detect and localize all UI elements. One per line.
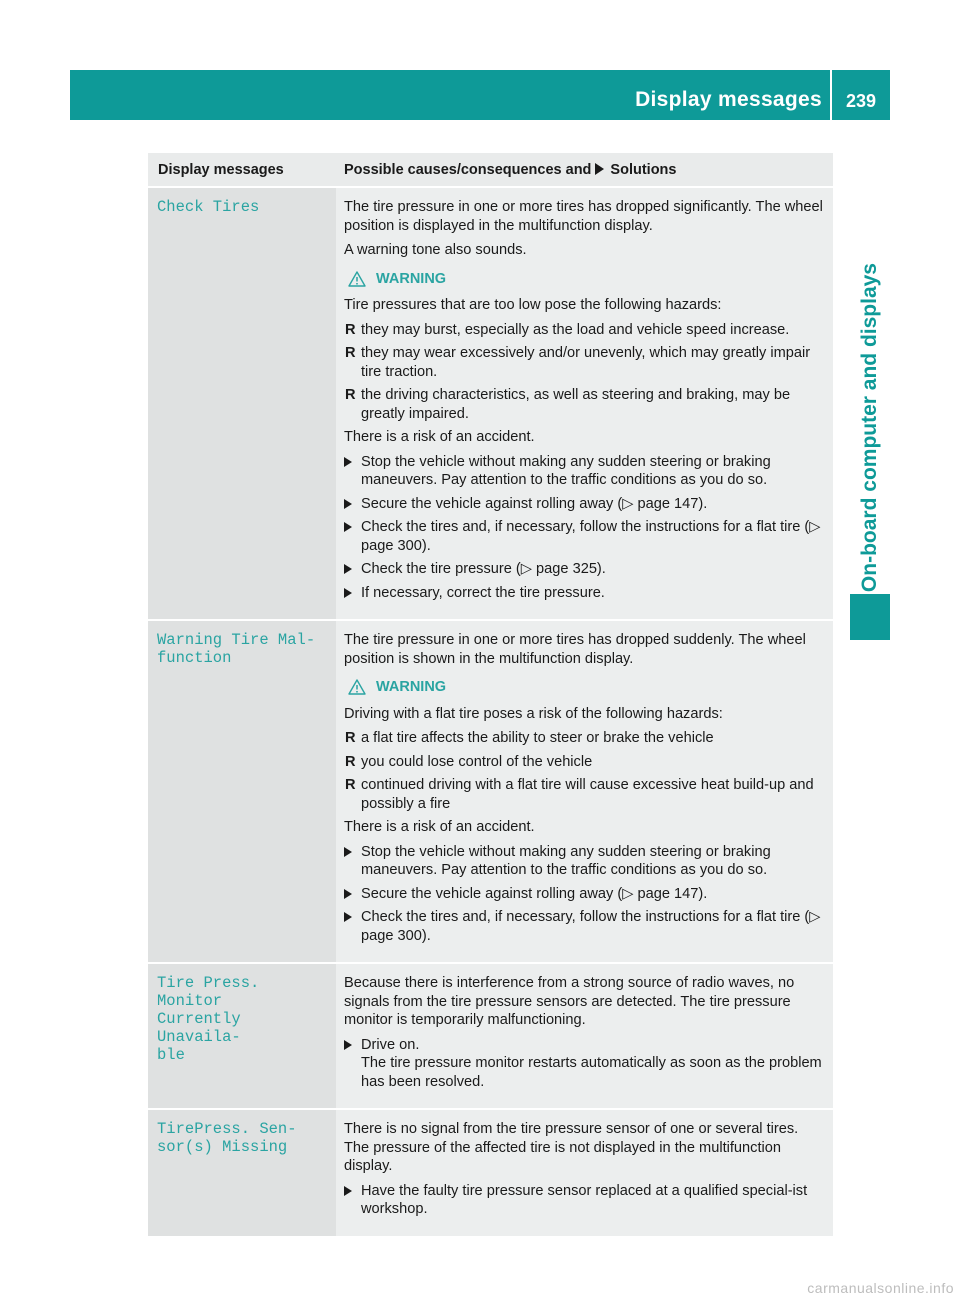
- step-arrow-icon: [344, 453, 361, 490]
- warning-heading: [348, 270, 827, 289]
- table-row: [148, 186, 833, 619]
- solution-step: [344, 885, 827, 904]
- cause-paragraph: A warning tone also sounds.: [344, 242, 527, 258]
- display-message-line: function: [157, 649, 232, 667]
- step-arrow-icon: [344, 843, 361, 880]
- column-header-causes-prefix: Possible causes/consequences and: [344, 162, 592, 178]
- display-message-line: Tire Press. Monitor: [157, 974, 260, 1010]
- solution-step: [344, 1182, 827, 1219]
- warning-label: WARNING: [376, 270, 447, 287]
- table-header: [148, 153, 833, 186]
- cause-paragraph: The tire pressure in one or more tires has dropped suddenly. The wheel position is shown in the multifunction display.: [344, 632, 806, 667]
- header-bar: [70, 70, 890, 120]
- bullet-mark: R: [345, 345, 356, 361]
- hazard-text: a flat tire affects the ability to steer or brake the vehicle: [361, 730, 714, 746]
- warning-triangle-icon: [348, 679, 366, 695]
- solution-text: Drive on. The tire pressure monitor restarts automatically as soon as the problem has been resolved.: [361, 1036, 822, 1090]
- page-number: 239: [845, 91, 877, 111]
- step-triangle: [344, 889, 352, 899]
- risk-statement: There is a risk of an accident.: [344, 429, 535, 445]
- bullet-mark: R: [345, 753, 356, 770]
- causes-cell: [336, 621, 833, 962]
- side-tab-label: On-board computer and displays: [858, 262, 881, 592]
- causes-cell: [336, 188, 833, 619]
- step-arrow-icon: [344, 885, 361, 904]
- step-triangle: [344, 499, 352, 509]
- solution-text: Stop the vehicle without making any sudden steering or braking maneuvers. Pay attention to the traffic conditions as you do so.: [361, 843, 771, 878]
- solution-step: [344, 518, 827, 555]
- side-tab-marker: [850, 594, 890, 640]
- step-triangle: [344, 522, 352, 532]
- solution-text: If necessary, correct the tire pressure.: [361, 584, 605, 601]
- table-body: [148, 186, 833, 1236]
- bullet-mark: R: [345, 777, 356, 793]
- hazard-intro: Tire pressures that are too low pose the following hazards:: [344, 297, 722, 313]
- hazard-bullet: [344, 753, 827, 772]
- bullet-mark: R: [345, 387, 356, 403]
- solution-step: [344, 560, 827, 579]
- hazard-bullet: [344, 776, 827, 813]
- display-message-line: Currently Unavaila‑: [157, 1010, 241, 1046]
- column-header-causes-suffix: Solutions: [610, 162, 677, 178]
- solution-step: [344, 1036, 827, 1092]
- step-triangle: [344, 912, 352, 922]
- step-arrow-icon: [344, 1036, 361, 1092]
- section-title: Display messages: [635, 88, 822, 111]
- step-arrow-icon: [344, 495, 361, 514]
- hazard-bullet: [344, 386, 827, 423]
- warning-heading: [348, 678, 827, 697]
- solution-step: [344, 453, 827, 490]
- solution-text: Have the faulty tire pressure sensor replaced at a qualified special-ist workshop.: [361, 1182, 808, 1217]
- risk-statement: There is a risk of an accident.: [344, 819, 535, 835]
- watermark: carmanualsonline.info: [807, 1280, 954, 1296]
- display-message-cell: [148, 964, 336, 1108]
- solution-text: Secure the vehicle against rolling away (▷ page 147).: [361, 495, 708, 512]
- step-arrow-icon: [344, 1182, 361, 1219]
- display-message-line: ble: [157, 1046, 185, 1064]
- step-arrow-icon: [344, 560, 361, 579]
- solution-arrow-icon: [595, 163, 604, 175]
- hazard-text: the driving characteristics, as well as steering and braking, may be greatly impaired.: [361, 387, 791, 422]
- display-messages-table: [148, 153, 833, 1236]
- column-header-causes: [318, 153, 833, 186]
- causes-cell: [336, 1110, 833, 1236]
- solution-step: [344, 843, 827, 880]
- side-tab: [850, 122, 890, 592]
- display-message-line: Warning Tire Mal‑: [157, 631, 316, 649]
- solution-text: Check the tires and, if necessary, follow the instructions for a flat tire (▷ page 300).: [361, 519, 821, 554]
- step-triangle: [344, 847, 352, 857]
- solution-text: Secure the vehicle against rolling away (▷ page 147).: [361, 885, 708, 902]
- display-message-cell: [148, 621, 336, 962]
- warning-label: WARNING: [376, 679, 447, 695]
- solution-step: [344, 495, 827, 514]
- cause-paragraph: The tire pressure in one or more tires has dropped significantly. The wheel position is displayed in the multifunction display.: [344, 199, 823, 234]
- step-triangle: [344, 564, 352, 574]
- cause-paragraph: Because there is interference from a strong source of radio waves, no signals from the tire pressure sensors are detected. The tire pressure monitor is temporarily malfunctioning.: [344, 975, 795, 1028]
- hazard-text: they may burst, especially as the load and vehicle speed increase.: [361, 321, 790, 338]
- step-arrow-icon: [344, 518, 361, 555]
- hazard-intro: Driving with a flat tire poses a risk of the following hazards:: [344, 705, 723, 722]
- solution-text: Check the tires and, if necessary, follow the instructions for a flat tire (▷ page 300).: [361, 909, 821, 944]
- table-row: [148, 619, 833, 962]
- solution-text: Stop the vehicle without making any sudden steering or braking maneuvers. Pay attention to the traffic conditions as you do so.: [361, 453, 771, 488]
- display-message-cell: [148, 1110, 336, 1236]
- warning-triangle-icon: [348, 271, 366, 287]
- bullet-mark: R: [345, 321, 356, 338]
- step-triangle: [344, 457, 352, 467]
- hazard-text: continued driving with a flat tire will cause excessive heat build-up and possibly a fire: [361, 777, 814, 812]
- display-message-line: Check Tires: [157, 198, 260, 216]
- step-arrow-icon: [344, 908, 361, 945]
- hazard-text: you could lose control of the vehicle: [361, 753, 593, 770]
- display-message-cell: [148, 188, 336, 619]
- display-message-line: sor(s) Missing: [157, 1138, 288, 1156]
- hazard-bullet: [344, 344, 827, 381]
- solution-text: Check the tire pressure (▷ page 325).: [361, 561, 606, 577]
- display-message-line: TirePress. Sen‑: [157, 1120, 297, 1138]
- solution-step: [344, 908, 827, 945]
- table-row: [148, 962, 833, 1108]
- cause-paragraph: There is no signal from the tire pressure sensor of one or several tires. The pressure of the affected tire is not displayed in the multifunction display.: [344, 1121, 799, 1174]
- solution-step: [344, 584, 827, 603]
- step-triangle: [344, 588, 352, 598]
- bullet-mark: R: [345, 730, 356, 746]
- hazard-text: they may wear excessively and/or unevenly, which may greatly impair tire traction.: [361, 345, 811, 380]
- table-row: [148, 1108, 833, 1236]
- step-arrow-icon: [344, 584, 361, 603]
- hazard-bullet: [344, 321, 827, 340]
- step-triangle: [344, 1040, 352, 1050]
- hazard-bullet: [344, 729, 827, 748]
- step-triangle: [344, 1186, 352, 1196]
- column-header-messages: Display messages: [158, 162, 284, 178]
- causes-cell: [336, 964, 833, 1108]
